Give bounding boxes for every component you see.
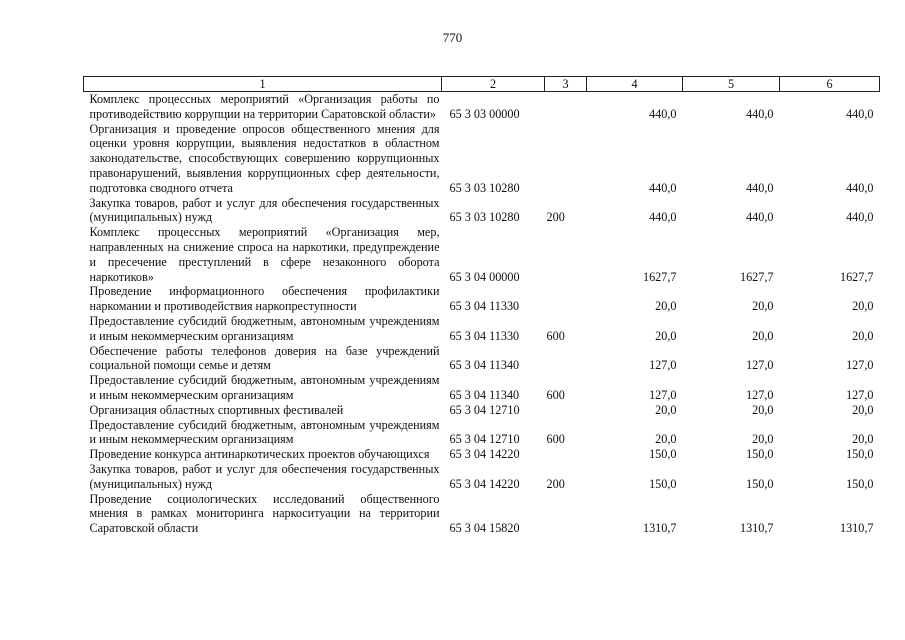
budget-table	[83, 76, 880, 536]
amount-col-5: 440,0	[746, 180, 774, 195]
row-description: Закупка товаров, работ и услуг для обеспечения государственных (муниципальных) нужд	[89, 195, 440, 225]
expense-type-code	[545, 403, 587, 418]
table-row	[84, 344, 880, 374]
amount-col-6: 440,0	[846, 106, 874, 121]
amount-col-6: 20,0	[852, 299, 874, 314]
row-description: Предоставление субсидий бюджетным, автономным учреждениям и иным некоммерческим организациям	[89, 417, 440, 447]
amount-col-4: 1627,7	[642, 269, 677, 284]
amount-col-5: 150,0	[746, 476, 774, 491]
table-row	[84, 418, 880, 448]
amount-col-6: 440,0	[846, 210, 874, 225]
table-row	[84, 122, 880, 196]
amount-col-6: 20,0	[852, 328, 874, 343]
row-description: Комплекс процессных мероприятий «Организация работы по противодействию коррупции на территории Саратовской области»	[89, 92, 440, 121]
target-article-code: 65 3 04 11340	[449, 387, 520, 402]
expense-type-code	[545, 92, 587, 122]
target-article-code: 65 3 04 15820	[449, 521, 520, 536]
table-row	[84, 92, 880, 122]
amount-col-6: 1310,7	[839, 521, 874, 536]
target-article-code: 65 3 04 11340	[449, 358, 520, 373]
table-row	[84, 314, 880, 344]
amount-col-6: 150,0	[846, 476, 874, 491]
expense-type-code	[545, 447, 587, 462]
amount-col-5: 1310,7	[739, 521, 774, 536]
amount-col-5: 150,0	[746, 447, 774, 462]
amount-col-4: 20,0	[655, 299, 677, 314]
amount-col-6: 127,0	[846, 387, 874, 402]
target-article-code: 65 3 04 14220	[449, 476, 520, 491]
target-article-code: 65 3 03 10280	[449, 180, 520, 195]
amount-col-4: 127,0	[649, 387, 677, 402]
amount-col-6: 20,0	[852, 432, 874, 447]
expense-type-code: 200	[546, 210, 565, 225]
expense-type-code	[545, 492, 587, 536]
table-row	[84, 225, 880, 284]
amount-col-6: 20,0	[852, 402, 874, 417]
row-description: Проведение конкурса антинаркотических проектов обучающихся	[89, 447, 430, 462]
table-row	[84, 196, 880, 226]
amount-col-5: 440,0	[746, 106, 774, 121]
table-row	[84, 492, 880, 536]
amount-col-4: 440,0	[649, 180, 677, 195]
amount-col-4: 1310,7	[642, 521, 677, 536]
page-number: 770	[442, 30, 463, 45]
amount-col-4: 150,0	[649, 476, 677, 491]
amount-col-4: 20,0	[655, 402, 677, 417]
expense-type-code	[545, 225, 587, 284]
amount-col-4: 20,0	[655, 328, 677, 343]
amount-col-4: 150,0	[649, 447, 677, 462]
expense-type-code	[545, 122, 587, 196]
row-description: Проведение социологических исследований общественного мнения в рамках мониторинга наркоситуации на территории Саратовской области	[89, 491, 440, 536]
target-article-code: 65 3 04 11330	[449, 299, 520, 314]
amount-col-5: 20,0	[752, 299, 774, 314]
table-row	[84, 373, 880, 403]
target-article-code: 65 3 04 12710	[449, 432, 520, 447]
row-description: Организация и проведение опросов общественного мнения для оценки уровня коррупции, выявления недостатков в областном законодательстве, способствующих совершению коррупционных правонарушений, выявления коррупционных сфер деятельности, подготовка сводного отчета	[89, 121, 440, 195]
row-description: Организация областных спортивных фестивалей	[89, 402, 344, 417]
header-col-1: 1	[84, 77, 442, 92]
table-row	[84, 447, 880, 462]
table-header	[84, 77, 880, 92]
row-description: Проведение информационного обеспечения профилактики наркомании и противодействия наркопреступности	[89, 284, 440, 314]
row-description: Предоставление субсидий бюджетным, автономным учреждениям и иным некоммерческим организациям	[89, 313, 440, 343]
expense-type-code	[545, 284, 587, 314]
row-description: Закупка товаров, работ и услуг для обеспечения государственных (муниципальных) нужд	[89, 461, 440, 491]
amount-col-6: 127,0	[846, 358, 874, 373]
target-article-code: 65 3 04 00000	[449, 269, 520, 284]
amount-col-5: 127,0	[746, 358, 774, 373]
amount-col-5: 20,0	[752, 328, 774, 343]
amount-col-6: 440,0	[846, 180, 874, 195]
header-col-2: 2	[442, 77, 545, 92]
expense-type-code	[545, 344, 587, 374]
amount-col-5: 127,0	[746, 387, 774, 402]
table-row	[84, 284, 880, 314]
expense-type-code: 600	[546, 432, 565, 447]
row-description: Обеспечение работы телефонов доверия на базе учреждений социальной помощи семье и детям	[89, 343, 440, 373]
target-article-code: 65 3 03 00000	[449, 106, 520, 121]
amount-col-5: 440,0	[746, 210, 774, 225]
target-article-code: 65 3 03 10280	[449, 210, 520, 225]
header-row	[84, 77, 880, 92]
row-description: Комплекс процессных мероприятий «Организация мер, направленных на снижение спроса на наркотики, предупреждение и пресечение преступлений в сфере незаконного оборота наркотиков»	[89, 225, 440, 284]
header-col-6: 6	[780, 77, 880, 92]
header-col-5: 5	[683, 77, 780, 92]
amount-col-4: 440,0	[649, 106, 677, 121]
amount-col-5: 1627,7	[739, 269, 774, 284]
target-article-code: 65 3 04 11330	[449, 328, 520, 343]
amount-col-4: 20,0	[655, 432, 677, 447]
expense-type-code: 600	[546, 387, 565, 402]
header-col-4: 4	[587, 77, 683, 92]
amount-col-4: 127,0	[649, 358, 677, 373]
expense-type-code: 200	[546, 476, 565, 491]
target-article-code: 65 3 04 14220	[449, 447, 520, 462]
amount-col-6: 1627,7	[839, 269, 874, 284]
row-description: Предоставление субсидий бюджетным, автономным учреждениям и иным некоммерческим организациям	[89, 373, 440, 402]
table-body	[84, 92, 880, 536]
amount-col-5: 20,0	[752, 402, 774, 417]
table-row	[84, 462, 880, 492]
target-article-code: 65 3 04 12710	[449, 402, 520, 417]
amount-col-4: 440,0	[649, 210, 677, 225]
header-col-3: 3	[545, 77, 587, 92]
expense-type-code: 600	[546, 328, 565, 343]
amount-col-6: 150,0	[846, 447, 874, 462]
table-row	[84, 403, 880, 418]
amount-col-5: 20,0	[752, 432, 774, 447]
